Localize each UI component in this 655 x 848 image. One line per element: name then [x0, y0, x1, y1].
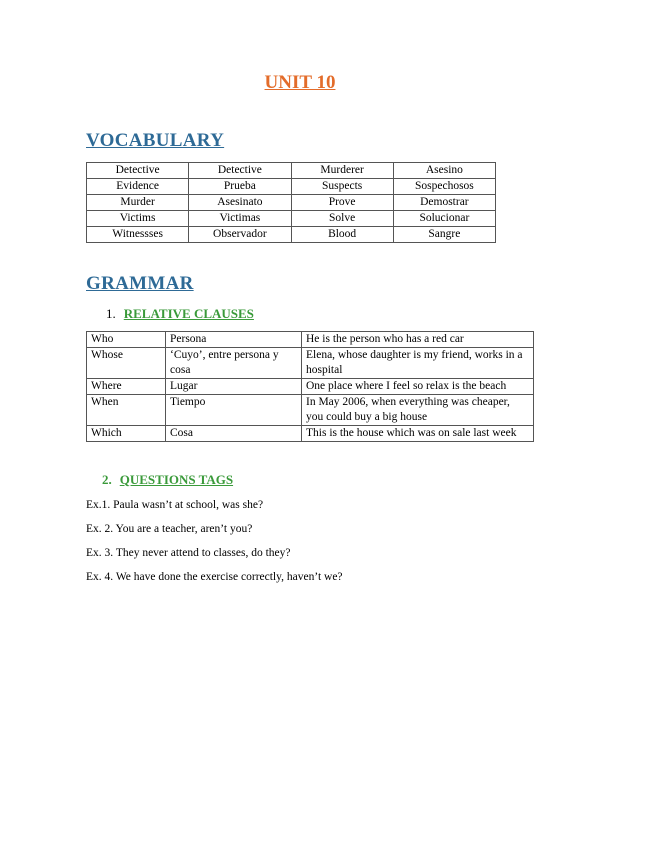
- table-cell: Asesino: [393, 163, 495, 179]
- table-cell: This is the house which was on sale last week: [302, 426, 534, 442]
- table-row: [87, 348, 534, 379]
- table-cell: ‘Cuyo’, entre persona y cosa: [166, 348, 302, 379]
- table-cell: Detective: [87, 163, 189, 179]
- table-cell: Solucionar: [393, 211, 495, 227]
- table-row: [87, 395, 534, 426]
- table-cell: Sangre: [393, 227, 495, 243]
- list-number: 2.: [102, 472, 112, 487]
- example-line: Ex. 4. We have done the exercise correctly, haven’t we?: [86, 571, 343, 583]
- table-cell: Whose: [87, 348, 166, 379]
- table-cell: Asesinato: [189, 195, 291, 211]
- table-cell: Prove: [291, 195, 393, 211]
- relative-clauses-subheading: [106, 306, 254, 322]
- page-title: UNIT 10: [264, 72, 336, 93]
- table-cell: Murderer: [291, 163, 393, 179]
- table-cell: In May 2006, when everything was cheaper, you could buy a big house: [302, 395, 534, 426]
- table-cell: Which: [87, 426, 166, 442]
- subheading-label: QUESTIONS TAGS: [119, 472, 234, 487]
- table-cell: Lugar: [166, 379, 302, 395]
- grammar-heading: GRAMMAR: [86, 273, 194, 294]
- table-cell: Blood: [291, 227, 393, 243]
- example-line: Ex. 3. They never attend to classes, do they?: [86, 547, 291, 559]
- table-row: [87, 163, 496, 179]
- table-row: [87, 227, 496, 243]
- table-cell: Victimas: [189, 211, 291, 227]
- table-cell: Detective: [189, 163, 291, 179]
- table-cell: Victims: [87, 211, 189, 227]
- example-line: Ex. 2. You are a teacher, aren’t you?: [86, 523, 253, 535]
- table-cell: Witnessses: [87, 227, 189, 243]
- table-cell: He is the person who has a red car: [302, 332, 534, 348]
- table-cell: Solve: [291, 211, 393, 227]
- table-cell: Cosa: [166, 426, 302, 442]
- table-cell: Evidence: [87, 179, 189, 195]
- table-cell: Where: [87, 379, 166, 395]
- table-cell: Tiempo: [166, 395, 302, 426]
- vocabulary-table: [86, 162, 496, 243]
- table-cell: Suspects: [291, 179, 393, 195]
- table-row: [87, 332, 534, 348]
- table-cell: Who: [87, 332, 166, 348]
- subheading-label: RELATIVE CLAUSES: [123, 306, 254, 321]
- question-tags-subheading: [102, 472, 233, 488]
- table-cell: When: [87, 395, 166, 426]
- list-number: 1.: [106, 306, 116, 321]
- table-row: [87, 379, 534, 395]
- relative-clauses-table: [86, 331, 534, 442]
- table-cell: Elena, whose daughter is my friend, works in a hospital: [302, 348, 534, 379]
- table-cell: Murder: [87, 195, 189, 211]
- table-cell: Demostrar: [393, 195, 495, 211]
- table-cell: One place where I feel so relax is the beach: [302, 379, 534, 395]
- table-cell: Persona: [166, 332, 302, 348]
- table-row: [87, 426, 534, 442]
- table-row: [87, 211, 496, 227]
- example-line: Ex.1. Paula wasn’t at school, was she?: [86, 499, 264, 511]
- table-row: [87, 179, 496, 195]
- table-cell: Sospechosos: [393, 179, 495, 195]
- table-row: [87, 195, 496, 211]
- table-cell: Observador: [189, 227, 291, 243]
- vocabulary-heading: VOCABULARY: [86, 130, 225, 151]
- table-cell: Prueba: [189, 179, 291, 195]
